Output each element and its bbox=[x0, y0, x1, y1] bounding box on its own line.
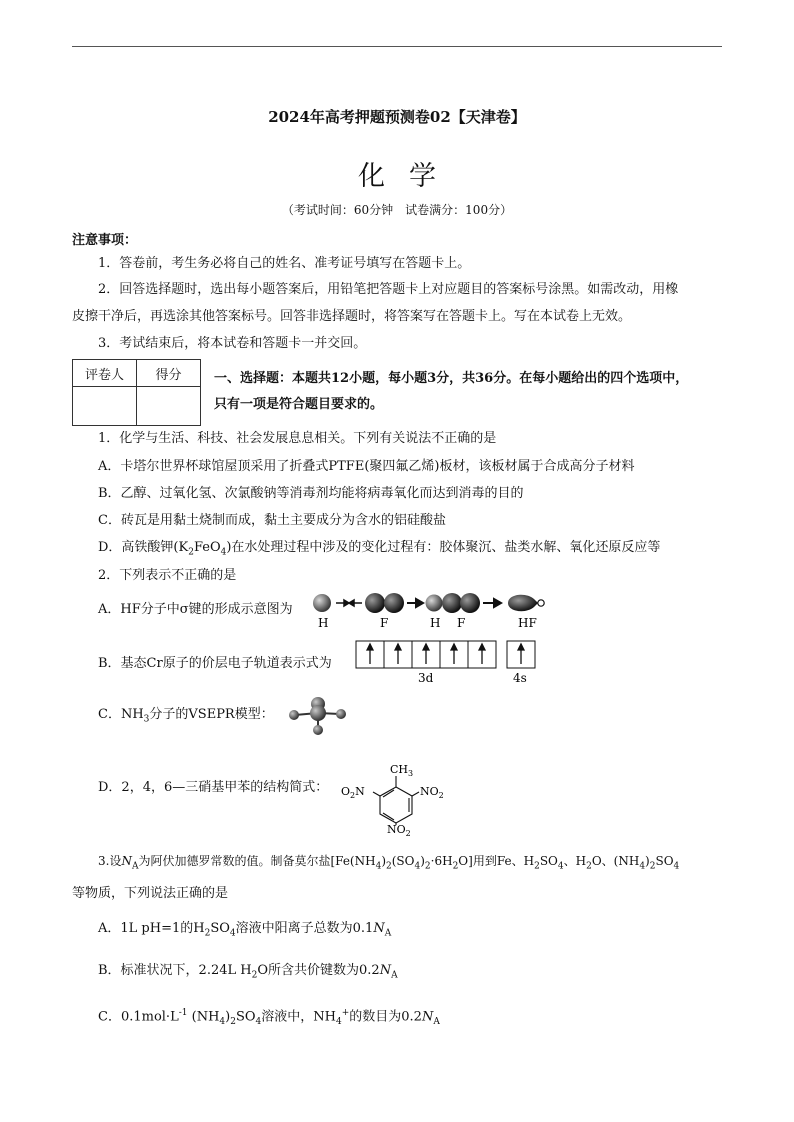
vsepr-model-diagram bbox=[284, 693, 352, 737]
hf-sigma-bond-orbital bbox=[508, 595, 538, 611]
label-f-1: F bbox=[380, 616, 389, 630]
subject-title: 化学 bbox=[358, 161, 460, 192]
exam-title: 2024年高考押题预测卷02【天津卷】 bbox=[268, 108, 526, 126]
label-f-2: F bbox=[457, 616, 466, 630]
notice-item-2-line-2: 皮擦干净后，再选涂其他答案标号。回答非选择题时，将答案写在答题卡上。写在本试卷上无效。 bbox=[72, 309, 632, 324]
label-hf: HF bbox=[518, 616, 537, 630]
q1-option-d: D．高铁酸钾$(K_2FeO_4)$在水处理过程中涉及的变化过程有：胶体聚沉、盐类水解、氧化还原反应等 bbox=[98, 540, 661, 558]
nitro-group-bottom: $NO_2$ bbox=[387, 823, 411, 838]
q2-option-a: A．HF分子中σ键的形成示意图为 bbox=[98, 602, 293, 617]
q1-stem: 1．化学与生活、科技、社会发展息息相关。下列有关说法不正确的是 bbox=[98, 431, 497, 446]
q2-stem: 2．下列表示不正确的是 bbox=[98, 568, 237, 583]
tnt-structure-diagram bbox=[336, 762, 456, 838]
n-atom-sphere bbox=[310, 705, 326, 721]
score-table-score-cell bbox=[137, 387, 201, 426]
notice-item-3: 3．考试结束后，将本试卷和答题卡一并交回。 bbox=[98, 336, 367, 351]
q2-option-c: C．$NH_3$分子的VSEPR模型： bbox=[98, 707, 274, 725]
f-orbital-overlap-left bbox=[442, 593, 462, 613]
f-orbital-overlap-right bbox=[460, 593, 480, 613]
notice-item-1: 1．答卷前，考生务必将自己的姓名、准考证号填写在答题卡上。 bbox=[98, 256, 471, 271]
header-rule bbox=[72, 46, 722, 47]
score-table-grader-header: 评卷人 bbox=[73, 360, 137, 387]
benzene-ring bbox=[373, 776, 419, 825]
q1-option-c: C．砖瓦是用黏土烧制而成，黏土主要成分为含水的铝硅酸盐 bbox=[98, 513, 446, 528]
notice-item-2-line-1: 2．回答选择题时，选出每小题答案后，用铅笔把答题卡上对应题目的答案标号涂黑。如需改动，用橡 bbox=[98, 282, 679, 297]
nitro-group-right: $NO_2$ bbox=[420, 785, 444, 800]
q2-option-d: D．2，4，6—三硝基甲苯的结构简式： bbox=[98, 780, 329, 795]
f-p-orbital-lobe-left bbox=[365, 593, 385, 613]
arrow-right-icon bbox=[407, 599, 423, 607]
q1-option-a: A．卡塔尔世界杯球馆屋顶采用了折叠式PTFE(聚四氟乙烯)板材，该板材属于合成高分子材料 bbox=[98, 459, 635, 474]
h-atom-sphere-1 bbox=[289, 710, 299, 720]
section-heading-line-1: 一、选择题：本题共12小题，每小题3分，共36分。在每小题给出的四个选项中， bbox=[214, 371, 689, 386]
exam-info: （考试时间：60分钟 试卷满分：100分） bbox=[281, 203, 513, 217]
label-h-2: H bbox=[430, 616, 441, 630]
q3-option-c: C．$0.1mol\cdot L^{-1}$ $(NH_4)_2SO_4$溶液中，$NH_4^+$的数目为$0.2N_A$ bbox=[98, 1008, 440, 1027]
label-4s: 4s bbox=[513, 671, 527, 685]
q3-stem-line-1: 3.设$N_A$为阿伏加德罗常数的值。制备莫尔盐$[Fe(NH_4)_2(SO_4)_2\cdot 6H_2O]$用到Fe、$H_2SO_4$、$H_2O$、$(NH_4)_2SO_4$ bbox=[98, 854, 680, 872]
q3-stem-line-2: 等物质，下列说法正确的是 bbox=[72, 886, 229, 901]
q2-option-b: B．基态Cr原子的价层电子轨道表示式为 bbox=[98, 656, 332, 671]
label-h-1: H bbox=[318, 616, 329, 630]
approach-arrows-icon bbox=[336, 600, 362, 606]
label-3d: 3d bbox=[418, 671, 434, 685]
score-table-grader-cell bbox=[73, 387, 137, 426]
h-atom-sphere-3 bbox=[313, 725, 323, 735]
spin-up-arrows bbox=[367, 644, 524, 664]
sigma-bond-diagram bbox=[308, 590, 552, 632]
q3-option-b: B．标准状况下，2.24L $H_2O$所含共价键数为$0.2N_A$ bbox=[98, 963, 398, 981]
cr-orbital-diagram bbox=[355, 640, 540, 685]
score-table-score-header: 得分 bbox=[137, 360, 201, 387]
q1-option-b: B．乙醇、过氧化氢、次氯酸钠等消毒剂均能将病毒氧化而达到消毒的目的 bbox=[98, 486, 524, 501]
q3-option-a: A．1L pH=1的$H_2SO_4$溶液中阳离子总数为$0.1N_A$ bbox=[98, 921, 392, 939]
h-orbital-overlap bbox=[426, 595, 443, 612]
arrow-right-icon-2 bbox=[483, 599, 501, 607]
methyl-group: $CH_3$ bbox=[390, 763, 414, 778]
h-atom-sphere-2 bbox=[336, 709, 346, 719]
f-p-orbital-lobe-right bbox=[384, 593, 404, 613]
h-s-orbital bbox=[313, 594, 331, 612]
score-table bbox=[72, 359, 201, 426]
notice-heading: 注意事项： bbox=[72, 233, 138, 248]
hf-small-lobe bbox=[538, 600, 544, 606]
section-heading-line-2: 只有一项是符合题目要求的。 bbox=[214, 397, 384, 412]
nitro-group-left: $O_2N$ bbox=[341, 785, 365, 800]
